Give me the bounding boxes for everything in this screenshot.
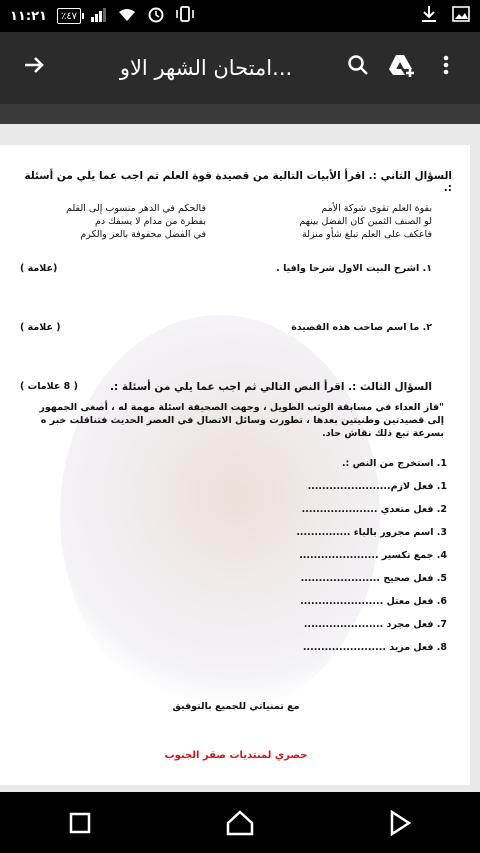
wifi-icon	[117, 7, 137, 26]
list-heading: 1. استخرج من النص :.	[341, 458, 447, 469]
list-item: 6. فعل معتل .......................	[300, 596, 447, 607]
home-circle-icon[interactable]	[210, 803, 270, 843]
closing-note: مع تمنياتي للجميع بالتوفيق	[172, 701, 300, 712]
list-item: 7. فعل مجرد ......................	[303, 619, 447, 630]
verse-line: فاعكف على العلم تبلغ شأو منزلة	[302, 229, 432, 240]
signal-icon	[91, 7, 107, 26]
search-icon[interactable]	[336, 53, 380, 83]
battery-level: ٪٤٧	[60, 10, 78, 22]
poem-verses	[20, 202, 452, 241]
status-time: ١١:٢١	[10, 8, 47, 24]
navigation-bar	[0, 792, 480, 853]
verse-line: لو الصنف الثمين كان الفضل بينهم	[299, 216, 432, 227]
battery-icon	[57, 8, 81, 24]
question-2-title: السؤال الثاني :. اقرأ الأبيات التالية من قصيدة قوة العلم ثم اجب عما يلي من أسئلة :.	[24, 170, 452, 194]
question-text: ١. اشرح البيت الاول شرحا وافيا .	[276, 263, 432, 274]
list-item: 8. فعل مزيد .......................	[302, 642, 447, 653]
vibrate-icon	[175, 6, 195, 26]
document-title: امتحان الشهر الاو...	[119, 56, 293, 80]
question-2-item-2	[20, 322, 452, 333]
app-bar	[0, 32, 480, 104]
marks-label: (علامة )	[20, 263, 58, 274]
list-item: 4. جمع تكسير ......................	[299, 550, 447, 561]
marks-label: ( 8 علامات )	[20, 381, 78, 392]
recents-square-icon[interactable]	[50, 803, 110, 843]
verse-line: بفطرة من مدام لا يسفك دم	[95, 216, 206, 227]
extraction-list	[20, 452, 452, 659]
question-3-header	[20, 381, 452, 393]
verse-line: في الفضل محفوفة بالعز والكرم	[80, 229, 206, 240]
question-2-item-1	[20, 263, 452, 274]
verse-line: فالحكم في الدهر منسوب إلى القلم	[66, 203, 206, 214]
question-text: ٢. ما اسم صاحب هذه القصيدة	[291, 322, 432, 333]
document-page[interactable]	[0, 145, 470, 785]
drive-add-icon[interactable]	[380, 53, 424, 83]
question-3-title: السؤال الثالث :. اقرأ النص التالي ثم اجب عما يلي من أسئلة :.	[110, 381, 432, 393]
back-triangle-icon[interactable]	[370, 803, 430, 843]
verse-line: بقوة العلم تقوى شوكة الأمم	[321, 203, 432, 214]
download-icon	[420, 5, 438, 27]
status-bar	[0, 0, 480, 32]
list-item: 5. فعل صحيح ......................	[300, 573, 447, 584]
list-item: 1. فعل لازم.......................	[307, 481, 447, 492]
passage-text: "فاز العداء في مسابقة الوثب الطويل ، وجهت الصحيفة اسئلة مهمة له ، أصغى الجمهور إلى قصيدتين وطنيتين بعدها ، تطورت وسائل الاتصال في العصر الحديث فتناقلت خبر ه بسرعة تبع ذلك نقاش حاد.	[39, 402, 444, 439]
marks-label: ( علامة )	[20, 322, 61, 333]
footer-credit: حصري لمنتديات صقر الجنوب	[164, 750, 308, 761]
toolbar-shadow	[0, 104, 480, 124]
more-vert-icon[interactable]	[424, 53, 468, 83]
alarm-icon	[147, 5, 165, 27]
list-item: 2. فعل متعدي .....................	[301, 504, 447, 515]
back-arrow-icon[interactable]	[12, 53, 56, 83]
image-icon	[452, 6, 470, 26]
list-item: 3. اسم مجرور بالباء ...............	[296, 527, 447, 538]
